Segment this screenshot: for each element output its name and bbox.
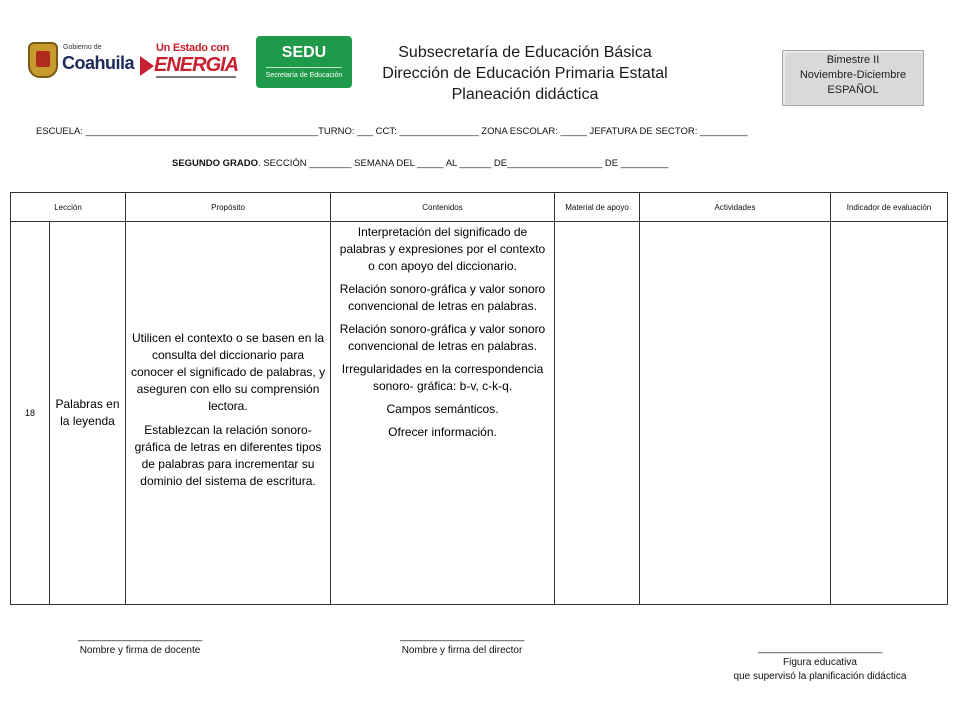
purpose-paragraph: Establezcan la relación sonoro-gráfica de letras en diferentes tipos de palabras para incrementar su dominio del sistema de escritura.: [134, 422, 322, 488]
title-direccion: Dirección de Educación Primaria Estatal: [382, 65, 668, 82]
energia-logo-top-text: Un Estado con: [156, 42, 230, 54]
purpose-paragraph: Utilicen el contexto o se basen en la consulta del diccionario para conocer el significado de palabras, y aseguren con ello su comprensión lectora.: [130, 330, 326, 413]
signature-docente-label: Nombre y firma de docente: [79, 645, 201, 656]
content-item: Ofrecer información.: [388, 425, 497, 439]
table-row: [11, 222, 948, 605]
grade-info-line: [172, 158, 668, 169]
grade-label: SEGUNDO GRADO: [172, 158, 259, 169]
bimestre-months: Noviembre-Diciembre: [799, 69, 907, 81]
content-item: Interpretación del significado de palabras y expresiones por el contexto o con apoyo del diccionario.: [339, 225, 546, 273]
signature-figura: [700, 642, 940, 684]
signature-line: ________________________: [400, 631, 524, 642]
signature-figura-sublabel: que supervisó la planificación didáctica: [733, 671, 907, 682]
sedu-logo-title: SEDU: [281, 44, 327, 61]
bimestre-subject: ESPAÑOL: [827, 84, 879, 96]
energia-logo-underline: [156, 76, 236, 78]
sedu-logo-divider: [266, 67, 342, 68]
header-actividades: Actividades: [640, 193, 831, 222]
energia-logo: [140, 40, 240, 80]
bimestre-box: [782, 50, 924, 106]
lesson-name: Palabras en la leyenda: [50, 222, 126, 605]
header-leccion: Lección: [11, 193, 126, 222]
signature-figura-label: Figura educativa: [783, 657, 857, 668]
coahuila-seal-icon: [28, 42, 58, 78]
content-item: Relación sonoro-gráfica y valor sonoro convencional de letras en palabras.: [339, 322, 546, 353]
contents-cell: [331, 222, 555, 605]
table-header-row: [11, 193, 948, 222]
content-item: Irregularidades en la correspondencia sonoro- gráfica: b-v, c-k-q.: [341, 362, 544, 393]
purpose-cell: [126, 222, 331, 605]
header-indicador: Indicador de evaluación: [831, 193, 948, 222]
activities-cell[interactable]: [640, 222, 831, 605]
coahuila-logo-small-text: Gobierno de: [63, 44, 102, 51]
coahuila-logo-big-text: Coahuila: [62, 53, 135, 73]
planning-table: [10, 192, 948, 605]
content-item: Campos semánticos.: [386, 402, 499, 416]
indicator-cell[interactable]: [831, 222, 948, 605]
signature-director-label: Nombre y firma del director: [401, 645, 523, 656]
signature-director: [372, 630, 552, 658]
signature-line: ________________________: [78, 631, 202, 642]
energia-arrow-icon: [140, 56, 154, 76]
material-cell[interactable]: [555, 222, 640, 605]
document-title-block: [360, 42, 690, 105]
school-info-line: ESCUELA: ____________________________________________TURNO: ___ CCT: _______________ ZONA ESCOLAR: _____ JEFATURA DE SECTOR: _________: [36, 126, 748, 137]
bimestre-label: Bimestre II: [826, 54, 880, 66]
sedu-logo: [256, 36, 352, 88]
lesson-number: 18: [11, 222, 50, 605]
title-subsecretaria: Subsecretaría de Educación Básica: [398, 44, 652, 61]
header-material: Material de apoyo: [555, 193, 640, 222]
energia-logo-big-text: ENERGIA: [154, 54, 239, 76]
content-item: Relación sonoro-gráfica y valor sonoro convencional de letras en palabras.: [339, 282, 546, 313]
signature-docente: [50, 630, 230, 658]
header-contenidos: Contenidos: [331, 193, 555, 222]
title-planeacion: Planeación didáctica: [451, 86, 599, 103]
coahuila-logo: [28, 40, 135, 80]
section-week-fields: . SECCIÓN ________ SEMANA DEL _____ AL ______ DE__________________ DE _________: [258, 158, 669, 169]
header-proposito: Propósito: [126, 193, 331, 222]
signature-line: ________________________: [758, 643, 882, 654]
sedu-logo-subtitle: Secretaría de Educación: [265, 72, 343, 79]
